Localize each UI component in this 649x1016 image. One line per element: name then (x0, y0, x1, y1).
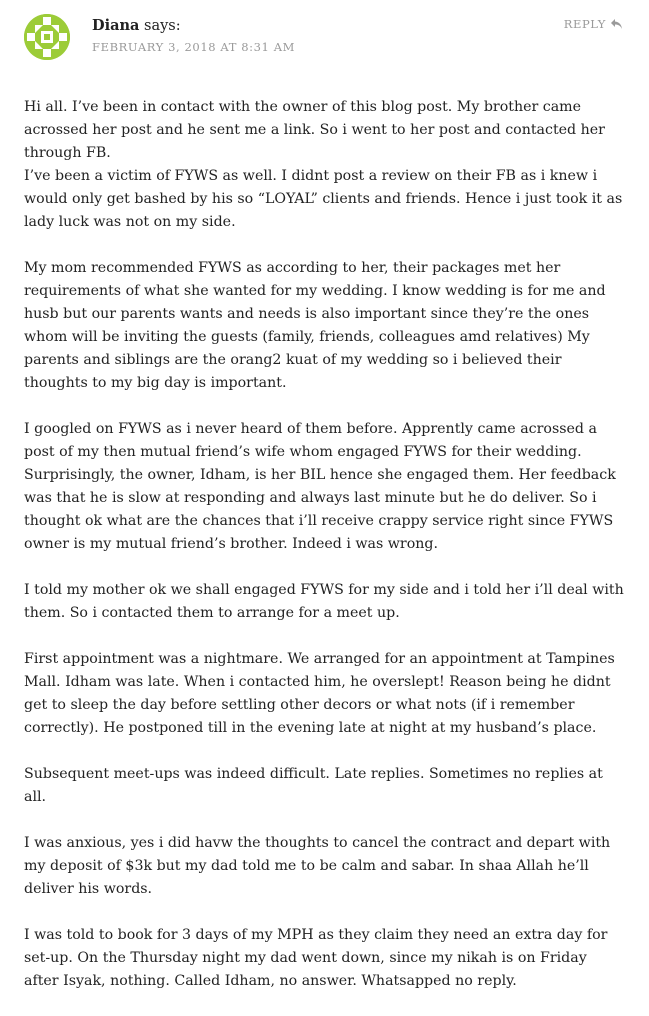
comment-author-line (92, 16, 181, 36)
comment-paragraph: I googled on FYWS as i never heard of them before. Apprently came acrossed a post of my then mutual friend’s wife whom engaged FYWS for their wedding. Surprisingly, the owner, Idham, is her BIL hence she engaged them. Her feedback was that he is slow at responding and always last minute but he do deliver. So i thought ok what are the chances that i’ll receive crappy service right since FYWS owner is my mutual friend’s brother. Indeed i was wrong. (24, 421, 616, 552)
comment-paragraph: First appointment was a nightmare. We arranged for an appointment at Tampines Mall. Idham was late. When i contacted him, he overslept! Reason being he didnt get to sleep the day before settling other decors or what nots (if i remember correctly). He postponed till in the evening late at night at my husband’s place. (24, 651, 615, 736)
comment-author[interactable]: Diana (92, 17, 140, 34)
reply-arrow-icon (610, 18, 623, 30)
comment-date[interactable]: FEBRUARY 3, 2018 AT 8:31 AM (92, 40, 295, 54)
says-label: says: (144, 18, 181, 34)
comment-paragraph: My mom recommended FYWS as according to her, their packages met her requirements of what she wanted for my wedding. I know wedding is for me and husb but our parents wants and needs is also important since they’re the ones whom will be inviting the guests (family, friends, colleagues amd relatives) My parents and siblings are the orang2 kuat of my wedding so i believed their thoughts to my big day is important. (24, 260, 606, 391)
comment-paragraph (24, 96, 624, 234)
identicon-icon (24, 14, 70, 60)
comment-paragraph: Subsequent meet-ups was indeed difficult. Late replies. Sometimes no replies at all. (24, 766, 603, 805)
reply-button[interactable] (564, 15, 623, 33)
comment-paragraph-text: Hi all. I’ve been in contact with the owner of this blog post. My brother came acrossed her post and he sent me a link. So i went to her post and contacted her through FB. I’ve been a victim of FYWS as well. I didnt post a review on their FB as i knew i would only get bashed by his so “LOYAL” clients and friends. Hence i just took it as lady luck was not on my side. (24, 99, 623, 230)
comment-paragraph: I told my mother ok we shall engaged FYWS for my side and i told her i’ll deal with them. So i contacted them to arrange for a meet up. (24, 582, 624, 621)
comment-body (24, 96, 624, 1016)
comment-paragraph: I was told to book for 3 days of my MPH as they claim they need an extra day for set-up. On the Thursday night my dad went down, since my nikah is on Friday after Isyak, nothing. Called Idham, no answer. Whatsapped no reply. (24, 927, 608, 989)
reply-label: REPLY (563, 17, 606, 31)
comment-paragraph: I was anxious, yes i did havw the thoughts to cancel the contract and depart with my deposit of $3k but my dad told me to be calm and sabar. In shaa Allah he’ll deliver his words. (24, 835, 611, 897)
avatar (24, 14, 70, 60)
